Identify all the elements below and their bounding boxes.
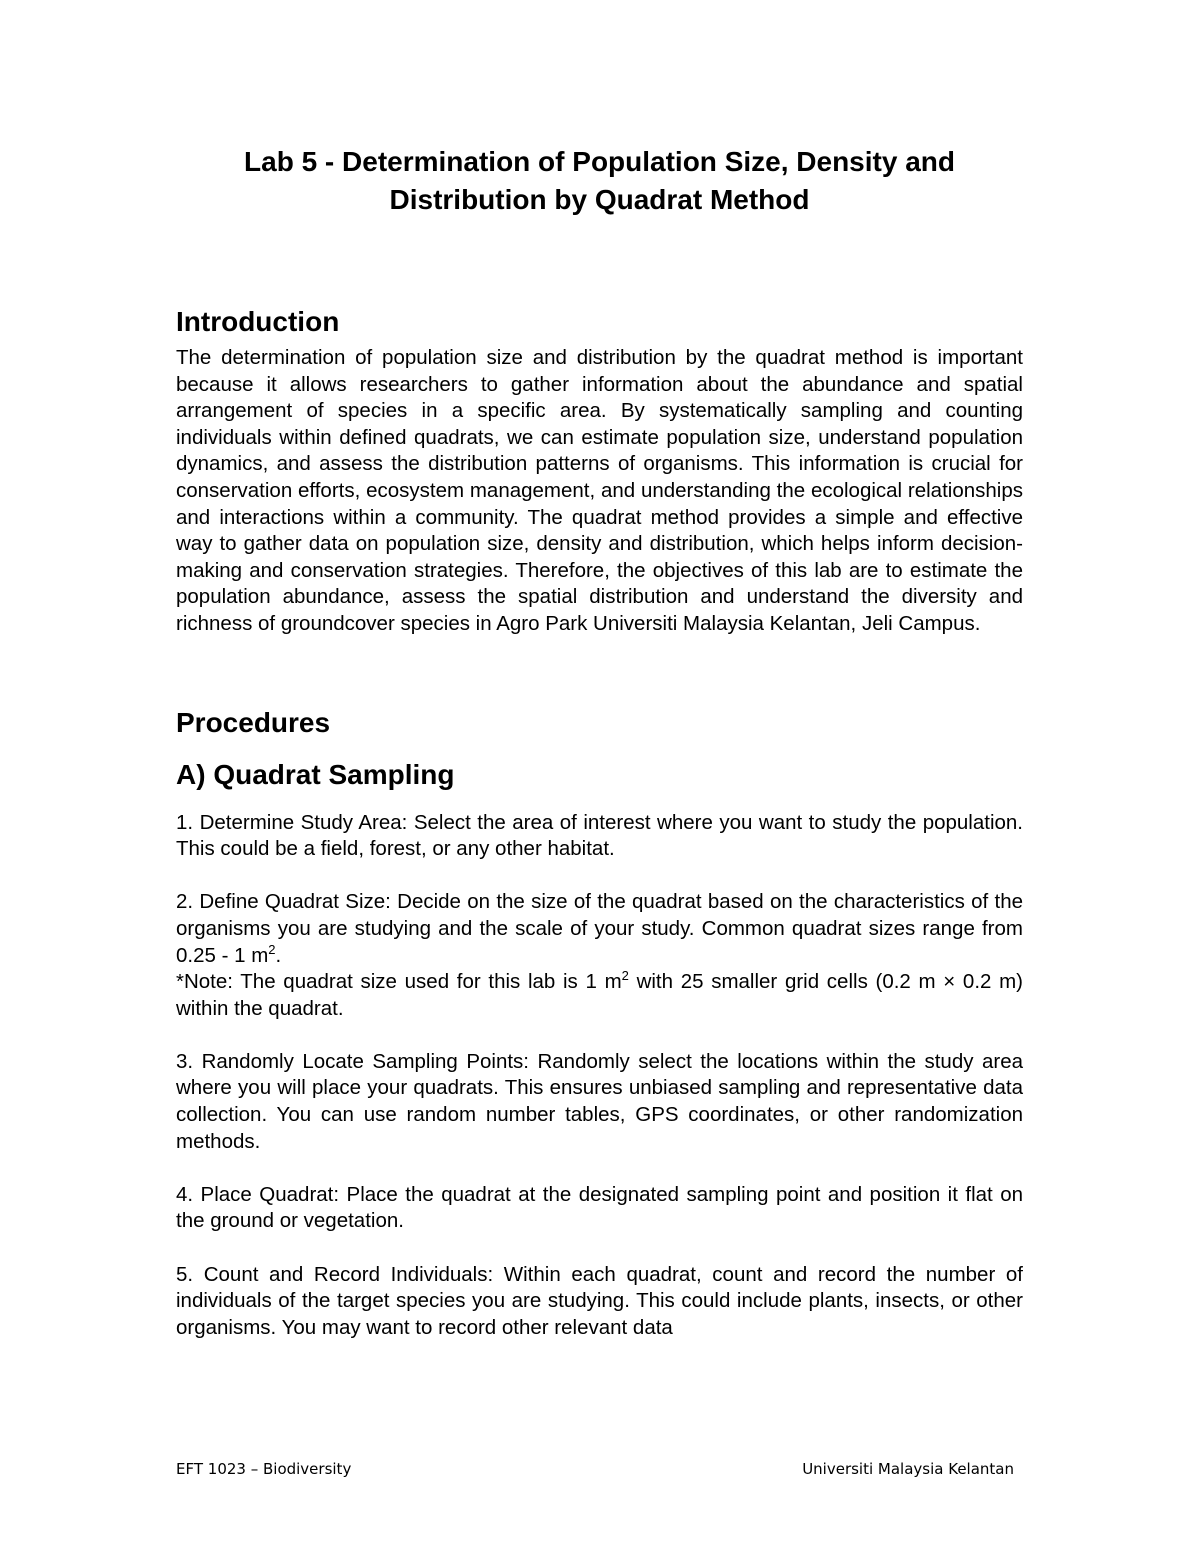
step-3: 3. Randomly Locate Sampling Points: Randomly select the locations within the study area where you will place your quadrats. This ensures unbiased sampling and representative data collection. You can use random number tables, GPS coordinates, or other randomization methods. (176, 1049, 1023, 1153)
step-5: 5. Count and Record Individuals: Within each quadrat, count and record the number of individuals of the target species you are studying. This could include plants, insects, or other organisms. You may want to record other relevant data (176, 1262, 1023, 1339)
procedures-heading: Procedures (176, 706, 331, 738)
step-2-block (176, 889, 1023, 1022)
introduction-body: The determination of population size and distribution by the quadrat method is important because it allows researchers to gather information about the abundance and spatial arrangement of species in a specific area. By systematically sampling and counting individuals within defined quadrats, we can estimate population size, understand population dynamics, and assess the distribution patterns of organisms. This information is crucial for conservation efforts, ecosystem management, and understanding the ecological relationships and interactions within a community. The quadrat method provides a simple and effective way to gather data on population size, density and distribution, which helps inform decision-making and conservation strategies. Therefore, the objectives of this lab are to estimate the population abundance, assess the spatial distribution and understand the diversity and richness of groundcover species in Agro Park Universiti Malaysia Kelantan, Jeli Campus. (176, 346, 1023, 635)
footer-university: Universiti Malaysia Kelantan (802, 1460, 1014, 1478)
document-title: Lab 5 - Determination of Population Size, Density and Distribution by Quadrat Method (244, 146, 955, 215)
step-1: 1. Determine Study Area: Select the area of interest where you want to study the population. This could be a field, forest, or any other habitat. (176, 810, 1023, 861)
note-text-start: *Note: The quadrat size used for this lab is 1 m (176, 970, 622, 994)
footer-course: EFT 1023 – Biodiversity (176, 1460, 352, 1478)
step-2 (176, 889, 1023, 969)
introduction-heading: Introduction (176, 306, 340, 337)
note-text-end: with 25 smaller grid cells (0.2 m × 0.2 m) within the quadrat. (176, 970, 1023, 1020)
quadrat-size-note (176, 969, 1023, 1022)
step-2-end: . (275, 943, 282, 967)
step-2-superscript: 2 (268, 941, 276, 957)
page-content (176, 143, 1023, 1368)
step-2-text: 2. Define Quadrat Size: Decide on the size of the quadrat based on the characteristics of the organisms you are studying and the scale of your study. Common quadrat sizes range from 0.25 - 1 m (176, 890, 1023, 967)
step-4: 4. Place Quadrat: Place the quadrat at the designated sampling point and position it flat on the ground or vegetation. (176, 1182, 1023, 1233)
page-footer (176, 1460, 1014, 1478)
note-superscript: 2 (621, 968, 629, 984)
quadrat-sampling-heading: A) Quadrat Sampling (176, 758, 455, 790)
